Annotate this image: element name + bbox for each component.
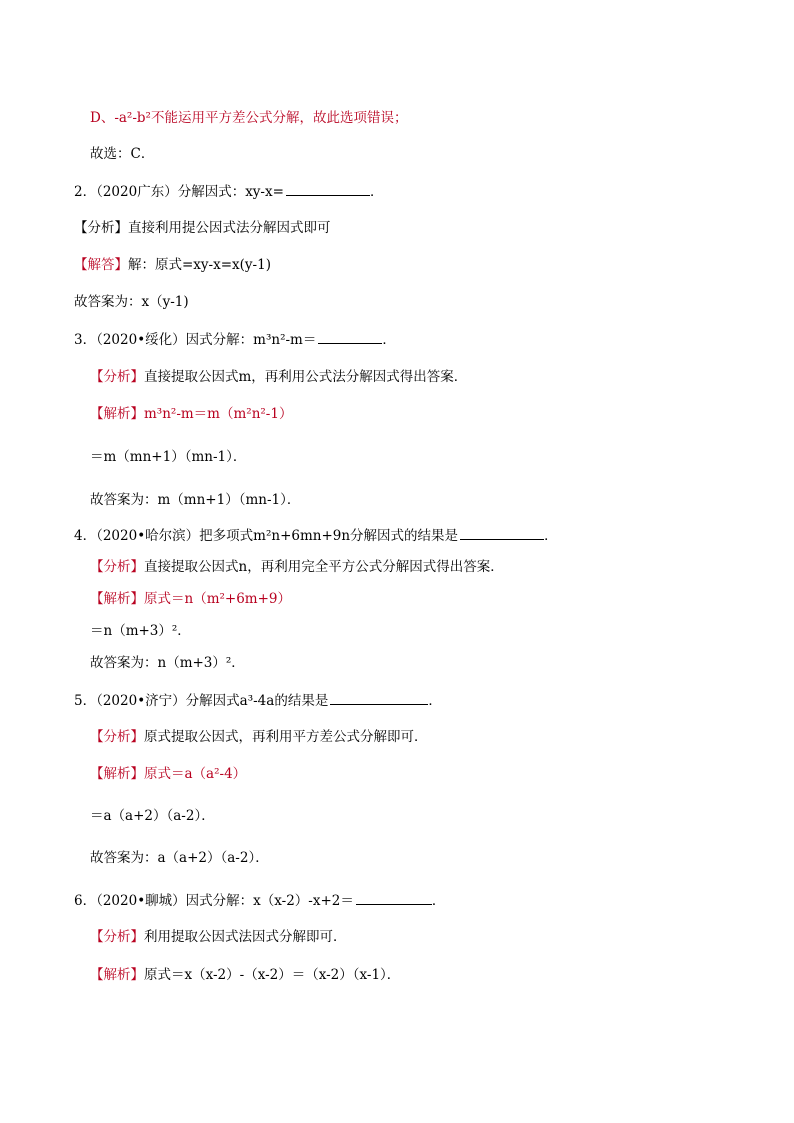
answer-blank <box>356 892 432 905</box>
parse-text: 原式＝n（m²+6m+9） <box>144 591 292 607</box>
analysis-text: 利用提取公因式法因式分解即可． <box>144 929 347 945</box>
question-4-step: ＝n（m+3）²． <box>90 623 191 639</box>
question-5-parse <box>90 764 246 784</box>
question-3-analysis <box>90 367 467 387</box>
analysis-tag: 【分析】 <box>90 369 144 385</box>
analysis-text: 原式提取公因式，再利用平方差公式分解即可． <box>144 729 428 745</box>
answer-blank <box>330 692 428 705</box>
question-3-text: 3．（2020•绥化）因式分解：m³n²-m＝ <box>74 332 317 348</box>
analysis-tag: 【分析】 <box>90 929 144 945</box>
analysis-text: 直接提取公因式n，再利用完全平方公式分解因式得出答案． <box>144 559 504 575</box>
question-5 <box>74 691 442 711</box>
question-5-end: ． <box>428 693 442 709</box>
question-2-answer: 故答案为：x（y-1) <box>74 294 189 310</box>
question-4 <box>74 526 558 546</box>
question-2 <box>74 182 383 202</box>
question-5-answer: 故答案为：a（a+2）（a-2）． <box>90 850 269 866</box>
parse-tag: 【解析】 <box>90 406 144 422</box>
question-3-answer: 故答案为：m（mn+1）（mn-1）． <box>90 492 301 508</box>
parse-tag: 【解析】 <box>90 967 144 983</box>
question-2-text: 2．（2020广东）分解因式：xy-x= <box>74 184 284 200</box>
parse-tag: 【解析】 <box>90 766 144 782</box>
question-2-solution <box>74 255 271 275</box>
question-4-analysis <box>90 557 504 577</box>
question-3 <box>74 330 396 350</box>
answer-blank <box>318 331 382 344</box>
parse-text: m³n²-m＝m（m²n²-1） <box>144 406 293 422</box>
question-4-text: 4．（2020•哈尔滨）把多项式m²n+6mn+9n分解因式的结果是 <box>74 528 459 544</box>
question-2-end: ． <box>369 184 384 200</box>
question-3-parse <box>90 404 292 424</box>
question-2-analysis: 【分析】直接利用提公因式法分解因式即可 <box>74 220 331 236</box>
question-3-end: ． <box>382 332 396 348</box>
answer-choice-line <box>90 144 154 164</box>
answer-blank <box>460 527 544 540</box>
solution-tag: 【解答】 <box>74 257 128 273</box>
question-6-parse <box>90 965 400 985</box>
analysis-tag: 【分析】 <box>90 559 144 575</box>
parse-tag: 【解析】 <box>90 591 144 607</box>
answer-blank <box>286 183 370 196</box>
question-3-step: ＝m（mn+1）（mn-1）． <box>90 449 247 465</box>
question-4-answer: 故答案为：n（m+3）²． <box>90 655 245 671</box>
question-4-end: ． <box>544 528 558 544</box>
parse-text: 原式＝x（x-2）-（x-2）＝（x-2）（x-1）． <box>144 967 401 983</box>
solution-text: 解：原式=xy-x=x(y-1) <box>128 257 271 273</box>
question-5-text: 5．（2020•济宁）分解因式a³-4a的结果是 <box>74 693 329 709</box>
question-6-text: 6．（2020•聊城）因式分解：x（x-2）-x+2＝ <box>74 893 354 909</box>
question-4-parse <box>90 589 291 609</box>
option-d-explanation: D、-a²-b²不能运用平方差公式分解，故此选项错误； <box>90 110 408 126</box>
question-6-end: ． <box>431 893 446 909</box>
analysis-text: 直接提取公因式m，再利用公式法分解因式得出答案． <box>144 369 468 385</box>
answer-choice-text: 故选：C． <box>90 146 155 162</box>
question-6-analysis <box>90 927 347 947</box>
question-5-analysis <box>90 727 428 747</box>
analysis-tag: 【分析】 <box>90 729 144 745</box>
question-6 <box>74 891 445 911</box>
parse-text: 原式＝a（a²-4） <box>144 766 247 782</box>
question-5-step: ＝a（a+2）（a-2）． <box>90 808 215 824</box>
